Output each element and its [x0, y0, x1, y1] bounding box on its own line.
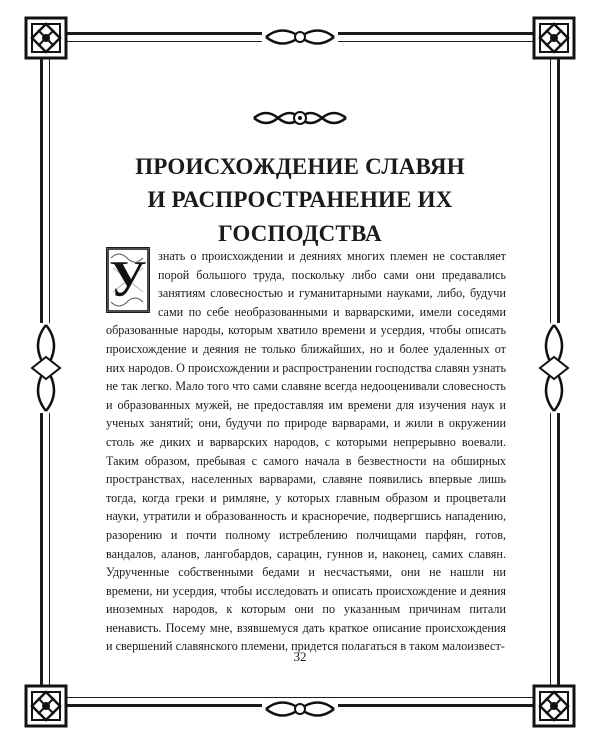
right-border-ornament	[534, 323, 574, 413]
decorated-initial	[106, 247, 150, 313]
chapter-title-line-1: ПРОИСХОЖДЕНИЕ СЛАВЯН	[135, 154, 465, 179]
corner-knot-ornament	[532, 16, 576, 60]
page-number: 32	[293, 649, 307, 664]
headpiece-ornament	[252, 104, 348, 132]
chapter-title	[90, 150, 510, 250]
top-border-ornament	[262, 22, 338, 52]
corner-knot-ornament	[24, 16, 68, 60]
corner-knot-ornament	[24, 684, 68, 728]
left-border-ornament	[26, 323, 66, 413]
bottom-border-ornament	[262, 694, 338, 724]
body-paragraph	[106, 247, 506, 656]
body-text: знать о происхождении и деяниях многих племен не составляет порой большого труда, поскольку либо сами они предавались занятиям словесностью и гуманитарными науками, либо, будучи сами по себе необразованными и варварскими, имели соседями образованные народы, которым хватило времени и усердия, чтобы описать происхождение и деяния не только ближайших, но и более удаленных от них народов. О происхождении и распространении господства славян узнать не так легко. Мало того что сами славяне всегда недооценивали словесность и образованных мужей, не предоставляя им времени для изучения наук и ученых занятий; они, будучи по природе варварами, и жили в окружении столь же диких и варварских народов, с которыми непрерывно воевали. Таким образом, пребывая с самого начала в безвестности на обширных пространствах, населенных варварами, славяне появились впервые лишь тогда, когда греки и римляне, у которых главным образом и процветали науки, утратили и образованность и красноречие, подвергшись нападению, разорению и почти полному истреблению полчищами парфян, готов, вандалов, аланов, лангобардов, сарацин, гуннов и, наконец, самих славян. Удрученные собственными бедами и несчастьями, они не нашли ни времени, ни усердия, чтобы исследовать и описать происхождение и деяния иноземных народов, к которым они по указанным причинам питали ненависть. Посему мне, взявшемуся дать краткое описание происхождения и свершений славянского племени, придется полагаться в таком малоизвест-	[106, 249, 506, 654]
chapter-title-line-2: И РАСПРОСТРАНЕНИЕ ИХ ГОСПОДСТВА	[147, 187, 453, 246]
corner-knot-ornament	[532, 684, 576, 728]
initial-letter: У	[108, 251, 148, 308]
